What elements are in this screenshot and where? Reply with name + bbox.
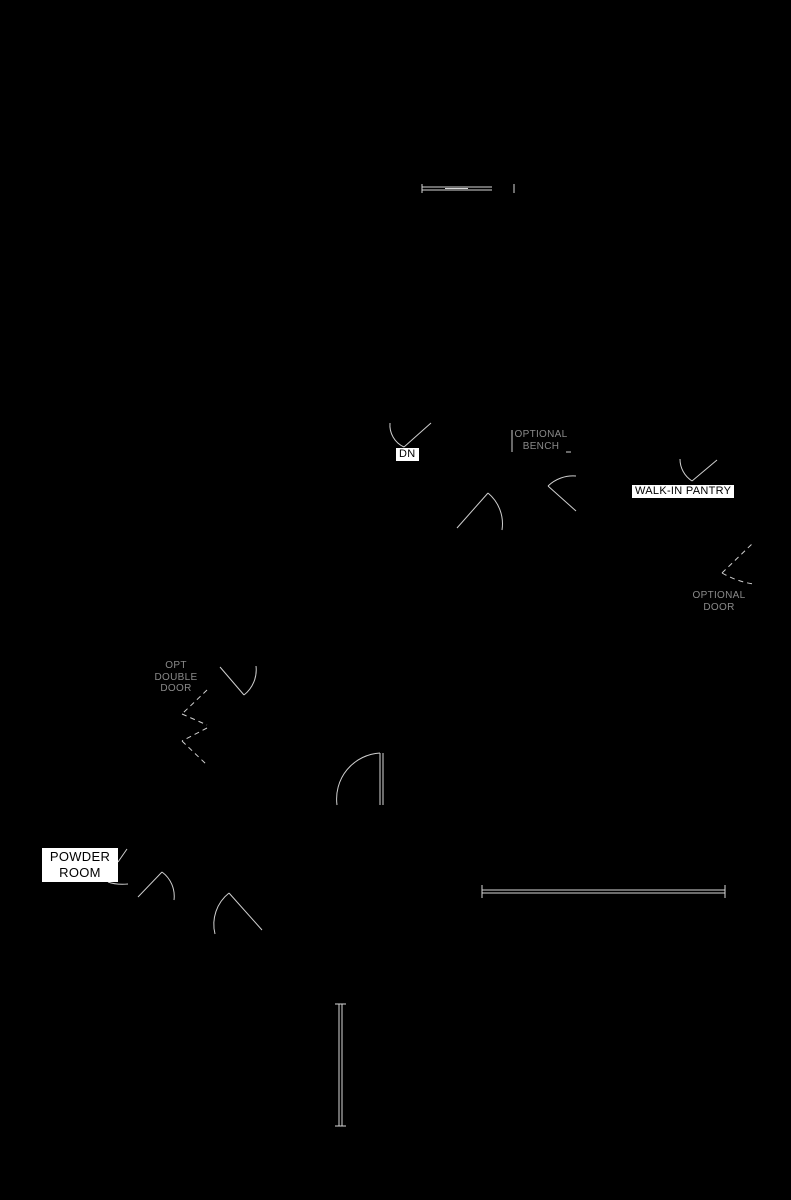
optional-door-dashed xyxy=(722,542,754,584)
label-optional-door xyxy=(684,590,754,613)
door-swing-garage xyxy=(214,893,262,934)
door-swing-stair xyxy=(390,423,431,447)
door-swing-pantry xyxy=(680,459,717,481)
label-powder-room-line2: ROOM xyxy=(59,865,101,880)
window-vertical xyxy=(335,1004,346,1126)
label-optional-door-line2: DOOR xyxy=(703,601,735,613)
label-powder-room-line1: POWDER xyxy=(49,849,111,864)
label-optional-door-line1: OPTIONAL xyxy=(692,590,746,601)
label-optional-bench-line1: OPTIONAL xyxy=(514,429,568,440)
label-walk-in-pantry: WALK-IN PANTRY xyxy=(632,485,734,498)
label-powder-room xyxy=(42,848,118,882)
label-opt-double-door xyxy=(146,660,206,695)
label-optional-bench-line2: BENCH xyxy=(522,440,560,452)
door-swing-den xyxy=(220,666,256,695)
door-swing-powder-inner xyxy=(138,872,174,900)
label-optional-bench xyxy=(508,429,574,452)
door-swing-hall-left xyxy=(457,493,502,530)
opt-double-door-dashed xyxy=(182,690,207,765)
door-swing-hall-right xyxy=(548,476,576,511)
label-dn: DN xyxy=(396,448,419,461)
window-horizontal xyxy=(482,885,725,898)
label-opt-double-door-line1: OPT xyxy=(165,660,187,671)
label-opt-double-door-line3: DOOR xyxy=(160,683,192,694)
window-fragment-top xyxy=(422,184,514,193)
label-opt-double-door-line2: DOUBLE xyxy=(154,671,198,683)
door-swing-closet xyxy=(337,753,383,805)
